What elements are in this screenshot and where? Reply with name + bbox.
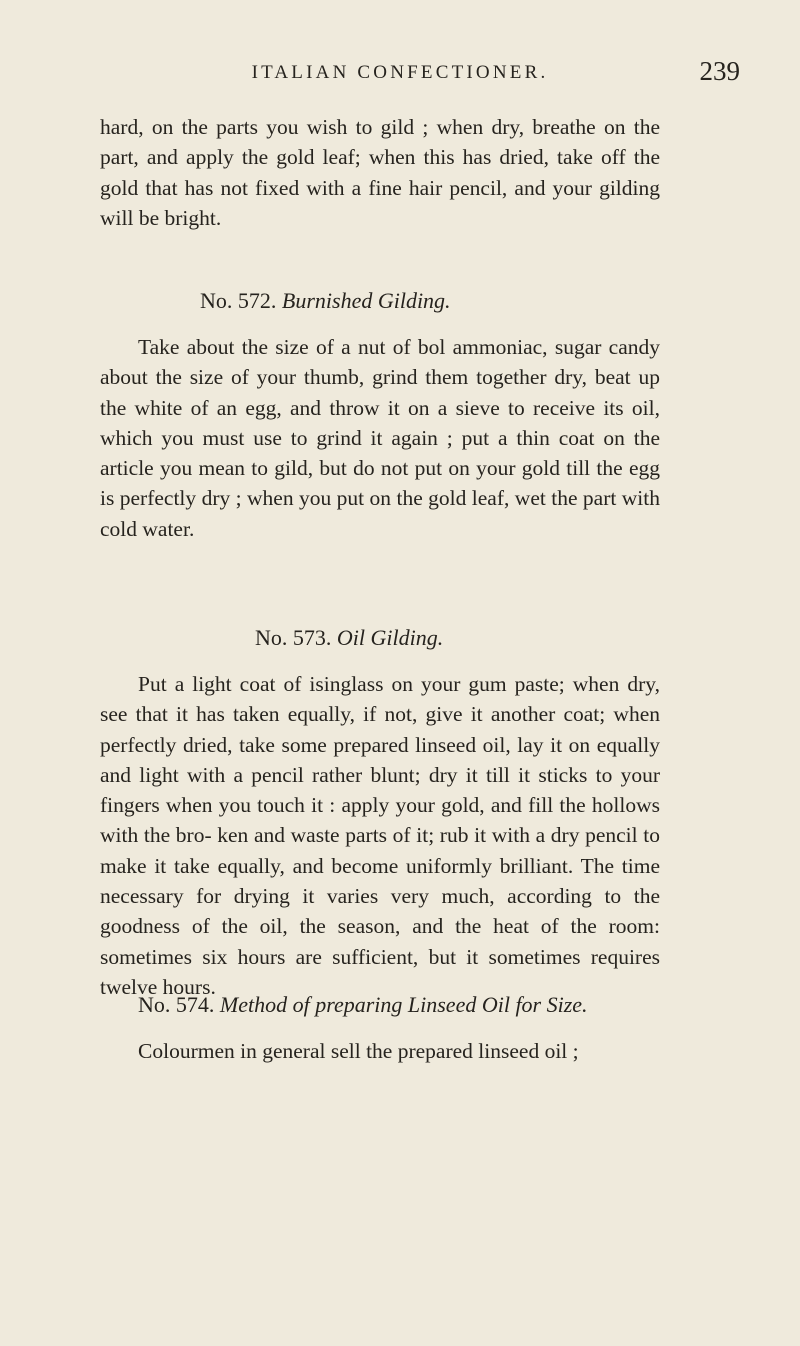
page-number: 239 — [699, 56, 740, 86]
section-heading-573 — [100, 625, 660, 651]
paragraph-linseed-oil: Colourmen in general sell the prepared linseed oil ; — [138, 1039, 579, 1063]
paragraph-burnished-gilding: Take about the size of a nut of bol ammoniac, sugar candy about the size of your thumb, grind them together dry, beat up the white of an egg, and throw it on a sieve to receive its oil, which you must use to grind it again ; put a thin coat on the article you mean to gild, but do not put on your gold till the egg is perfectly dry ; when you put on the gold leaf, wet the part with cold water. — [100, 335, 660, 541]
paragraph-continuation: hard, on the parts you wish to gild ; when dry, breathe on the part, and apply the gold leaf; when this has dried, take off the gold that has not fixed with a fine hair pencil, and your gilding will be bright. — [100, 115, 660, 230]
running-title: ITALIAN CONFECTIONER. — [251, 62, 549, 83]
section-title: Burnished Gilding. — [281, 288, 451, 313]
paragraph-oil-gilding: Put a light coat of isinglass on your gum paste; when dry, see that it has taken equally, if not, give it another coat; when perfectly dried, take some prepared linseed oil, lay it on equally and light with a pencil rather blunt; dry it till it sticks to your fingers when you touch it : apply your gold, and fill the hollows with the bro- ken and waste parts of it; rub it with a dry pencil to make it take equally, and become uniformly brilliant. The time necessary for drying it varies very much, according to the goodness of the oil, the season, and the heat of the room: sometimes six hours are sufficient, but it sometimes requires twelve hours. — [100, 672, 660, 999]
running-head — [60, 56, 740, 96]
section-title: Method of preparing Linseed Oil for Size. — [219, 992, 588, 1017]
section-title: Oil Gilding. — [336, 625, 444, 650]
section-heading-574 — [100, 992, 660, 1018]
section-heading-572 — [100, 288, 660, 314]
section-number: No. 573. — [255, 625, 332, 650]
section-number: No. 572. — [200, 288, 277, 313]
section-number: No. 574. — [138, 992, 215, 1017]
